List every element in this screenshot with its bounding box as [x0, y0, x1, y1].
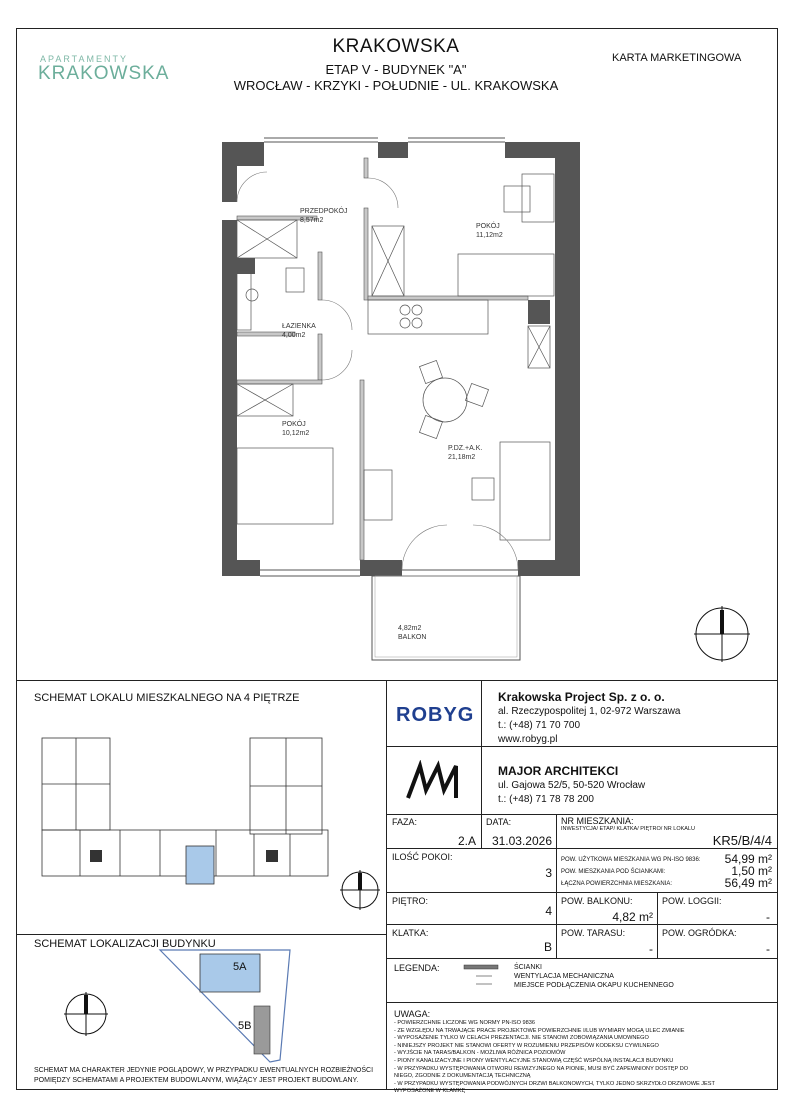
divider [16, 680, 778, 681]
pokoje-value: 3 [545, 866, 552, 880]
brand-logo: KRAKOWSKA [38, 63, 170, 84]
uwagi-line: - WYPOSAŻENIE TYLKO W CELACH PREZENTACJI. NIE STANOWI ZOBOWIĄZANIA UMOWNEGO [394, 1035, 649, 1042]
divider [16, 934, 386, 935]
divider [386, 848, 778, 849]
balkon-label: POW. BALKONU: [561, 896, 633, 906]
location-schema [150, 940, 300, 1070]
klatka-label: KLATKA: [392, 928, 429, 938]
nr-value: KR5/B/4/4 [712, 833, 772, 848]
divider [386, 958, 778, 959]
laczna-label: ŁĄCZNA POWIERZCHNIA MIESZKANIA: [561, 881, 673, 887]
architect-logo-icon [404, 760, 464, 802]
schemat-title: SCHEMAT LOKALU MIESZKALNEGO NA 4 PIĘTRZE [34, 692, 300, 704]
developer-name: Krakowska Project Sp. z o. o. [498, 690, 665, 704]
card-type: KARTA MARKETINGOWA [612, 52, 742, 64]
divider [386, 680, 387, 1090]
uwagi-line: - PIONY KANALIZACYJNE I PIONY WENTYLACYJNE STANOWIĄ CZĘŚĆ WSPÓLNĄ INSTALACJI BUDYNKU [394, 1057, 674, 1064]
uwagi-line: - WYJŚCIE NA TARAS/BALKON - MOŻLIWA RÓŻNICA POZIOMÓW [394, 1050, 566, 1057]
compass-icon [338, 868, 382, 912]
balkon-value: 4,82 m² [612, 910, 653, 924]
uzytkowa-value: 54,99 m² [724, 852, 772, 866]
taras-value: - [649, 942, 653, 956]
room-label-pokoj-1: POKÓJ 11,12m2 [476, 223, 503, 239]
uwagi-title: UWAGA: [394, 1009, 431, 1019]
divider [556, 814, 557, 958]
divider [386, 892, 778, 893]
ogrodek-label: POW. OGRÓDKA: [662, 928, 737, 938]
room-label-pdz: P.DZ.+A.K. 21,18m2 [448, 445, 483, 461]
divider [386, 1002, 778, 1003]
data-value: 31.03.2026 [491, 834, 552, 848]
brand-small: APARTAMENTY [40, 54, 129, 64]
room-label-przedpokoj: PRZEDPOKÓJ 8,57m2 [300, 208, 348, 224]
ogrodek-value: - [766, 942, 770, 956]
developer-web[interactable]: www.robyg.pl [498, 734, 558, 745]
lokalizacja-title: SCHEMAT LOKALIZACJI BUDYNKU [34, 938, 216, 950]
room-label-balkon: 4,82m2 BALKON [398, 625, 427, 641]
pietro-value: 4 [545, 904, 552, 918]
uwagi-line: - W PRZYPADKU WYSTĘPOWANIA OTWORU REWIZYJNEGO NA PIONIE, MUSI BYĆ ZAPEWNIONY DOSTĘP DO [394, 1065, 689, 1072]
uzytkowa-label: POW. UŻYTKOWA MIESZKANIA WG PN-ISO 9836: [561, 857, 701, 863]
klatka-value: B [543, 940, 552, 954]
uwagi-line: - NINIEJSZY PROJEKT NIE STANOWI OFERTY W ROZUMIENIU PRZEPISÓW KODEKSU CYWILNEGO [394, 1042, 659, 1049]
developer-logo: ROBYG [396, 704, 475, 726]
faza-label: FAZA: [392, 817, 418, 827]
uwagi-line: - W PRZYPADKU WYSTĘPOWANIA PODWÓJNYCH DRZWI BALKONOWYCH, TYLKO JEDNO SKRZYDŁO DRZWIOWE JEST [394, 1080, 715, 1087]
page-title: KRAKOWSKA [332, 36, 460, 57]
divider [386, 814, 778, 815]
divider [481, 814, 482, 848]
divider [657, 892, 658, 958]
divider [386, 924, 778, 925]
building-5a-label: 5A [233, 961, 247, 973]
legend-item-scianki: ŚCIANKI [514, 964, 543, 971]
uwagi-block [394, 1008, 770, 1096]
floor-schema [40, 734, 332, 894]
floor-plan [200, 130, 600, 670]
pokoje-label: ILOŚĆ POKOI: [392, 852, 453, 862]
faza-value: 2.A [457, 834, 476, 848]
legend-item-wentylacja: WENTYLACJA MECHANICZNA [514, 973, 614, 980]
architect-phone: t.: (+48) 71 78 78 200 [498, 794, 594, 805]
room-label-lazienka: ŁAZIENKA 4,00m2 [282, 323, 316, 339]
schema-note: SCHEMAT MA CHARAKTER JEDYNIE POGLĄDOWY, W PRZYPADKU EWENTUALNYCH ROZBIEŻNOŚCI POMIĘDZY SCHEMATAMI A PROJEKTEM BUDOWLANYM, WIĄŻĄCY JEST PROJEKT BUDOWLANY. [34, 1067, 374, 1084]
developer-phone: t.: (+48) 71 70 700 [498, 720, 581, 731]
uwagi-line: - ZE WZGLĘDU NA TRWAJĄCE PRACE PROJEKTOWE POWIERZCHNIE I/LUB WYMIARY MOGĄ ULEC ZMIANIE [394, 1027, 685, 1034]
legend-symbols [462, 963, 512, 989]
room-label-pokoj-2: POKÓJ 10,12m2 [282, 421, 310, 437]
architect-address: ul. Gajowa 52/5, 50-520 Wrocław [498, 780, 646, 791]
building-5b-label: 5B [238, 1020, 252, 1032]
laczna-value: 56,49 m² [724, 876, 772, 890]
subtitle-location: WROCŁAW - KRZYKI - POŁUDNIE - UL. KRAKOWSKA [233, 78, 559, 93]
pietro-label: PIĘTRO: [392, 896, 429, 906]
compass-icon [62, 990, 110, 1038]
loggia-label: POW. LOGGII: [662, 896, 722, 906]
legend-item-okap: MIEJSCE PODŁĄCZENIA OKAPU KUCHENNEGO [514, 982, 674, 989]
data-label: DATA: [486, 817, 512, 827]
uwagi-line: WYPOSAŻONE W KLAMKĘ [394, 1088, 466, 1095]
taras-label: POW. TARASU: [561, 928, 626, 938]
divider [481, 680, 482, 814]
wall-hatch-icon [464, 965, 498, 969]
uwagi-line: NIEGO, ZGODNIE Z DOKUMENTACJĄ TECHNICZNĄ [394, 1073, 531, 1080]
apartment-highlight [186, 846, 214, 884]
divider [386, 746, 778, 747]
compass-icon [692, 604, 752, 664]
pod-skosami-label: POW. MIESZKANIA POD ŚCIANKAMI: [561, 869, 666, 875]
loggia-value: - [766, 910, 770, 924]
nr-label: NR MIESZKANIA: [561, 816, 634, 826]
architect-name: MAJOR ARCHITEKCI [498, 764, 619, 778]
pod-skosami-value: 1,50 m² [731, 864, 772, 878]
developer-address: al. Rzeczypospolitej 1, 02-972 Warszawa [498, 706, 681, 717]
uwagi-line: - POWIERZCHNIE LICZONE WG NORMY PN-ISO 9836 [394, 1020, 536, 1026]
nr-sublabel: INWESTYCJA/ ETAP/ KLATKA/ PIĘTRO/ NR LOKALU [561, 826, 695, 832]
legenda-title: LEGENDA: [394, 963, 440, 973]
subtitle-etap: ETAP V - BUDYNEK "A" [325, 62, 467, 77]
